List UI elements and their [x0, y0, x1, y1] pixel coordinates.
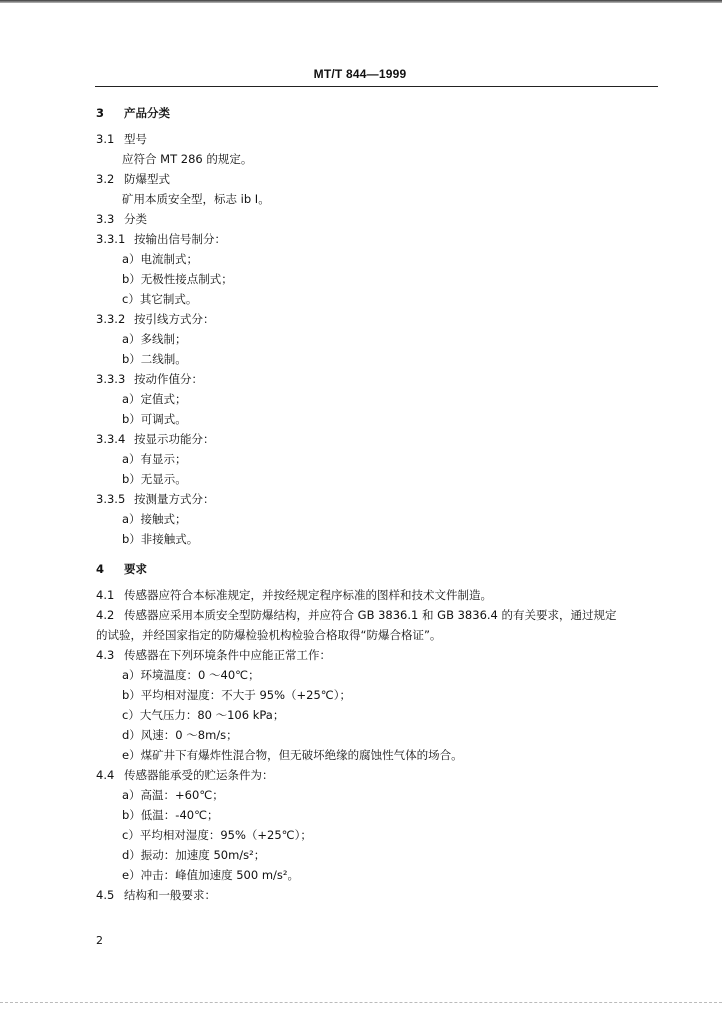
- section-4-2-line2: 的试验，并经国家指定的防爆检验机构检验合格取得“防爆合格证”。: [96, 628, 442, 642]
- list-item: a）有显示；: [122, 452, 187, 466]
- scan-bottom-edge: [0, 1002, 722, 1003]
- list-item: e）煤矿井下有爆炸性混合物，但无破坏绝缘的腐蚀性气体的场合。: [122, 748, 463, 762]
- list-item: b）无极性接点制式；: [122, 272, 233, 286]
- list-item: b）非接触式。: [122, 532, 199, 546]
- list-item: e）冲击：峰值加速度 500 m/s²。: [122, 868, 300, 882]
- section-4-4-heading: 4.4 传感器能承受的贮运条件为：: [96, 768, 274, 782]
- section-3-1-heading: 3.1 型号: [96, 132, 147, 146]
- standard-id: MT/T 844—1999: [313, 67, 407, 81]
- section-3-3-1-heading: 3.3.1 按输出信号制分：: [96, 232, 226, 246]
- list-item: a）定值式；: [122, 392, 187, 406]
- section-3-2-body: 矿用本质安全型，标志 ib I。: [122, 192, 270, 206]
- section-3-3-5-heading: 3.3.5 按测量方式分：: [96, 492, 215, 506]
- section-4-5-heading: 4.5 结构和一般要求：: [96, 888, 216, 902]
- section-3-3-2-heading: 3.3.2 按引线方式分：: [96, 312, 215, 326]
- document-body: [96, 103, 666, 905]
- section-3-3-4-heading: 3.3.4 按显示功能分：: [96, 432, 215, 446]
- section-3-heading: 3 产品分类: [96, 106, 170, 120]
- header-rule: [95, 86, 658, 87]
- list-item: a）高温：+60℃；: [122, 788, 224, 802]
- list-item: a）多线制；: [122, 332, 187, 346]
- list-item: a）电流制式；: [122, 252, 199, 266]
- list-item: d）振动：加速度 50m/s²；: [122, 848, 266, 862]
- list-item: b）平均相对湿度：不大于 95%（+25℃）；: [122, 688, 351, 702]
- section-3-3-heading: 3.3 分类: [96, 212, 147, 226]
- section-4-2-line1: 4.2 传感器应采用本质安全型防爆结构，并应符合 GB 3836.1 和 GB 3836.4 的有关要求，通过规定: [96, 608, 617, 622]
- list-item: c）其它制式。: [122, 292, 198, 306]
- section-4-1: 4.1 传感器应符合本标准规定，并按经规定程序标准的图样和技术文件制造。: [96, 588, 492, 602]
- list-item: d）风速：0 ～8m/s；: [122, 728, 238, 742]
- list-item: c）平均相对湿度：95%（+25℃）；: [122, 828, 312, 842]
- list-item: c）大气压力：80 ～106 kPa；: [122, 708, 285, 722]
- section-3-3-3-heading: 3.3.3 按动作值分：: [96, 372, 203, 386]
- section-4-3-heading: 4.3 传感器在下列环境条件中应能正常工作：: [96, 648, 331, 662]
- scan-top-edge: [0, 0, 722, 3]
- section-4-heading: 4 要求: [96, 562, 147, 576]
- list-item: b）低温：-40℃；: [122, 808, 219, 822]
- list-item: b）无显示。: [122, 472, 187, 486]
- list-item: b）可调式。: [122, 412, 187, 426]
- list-item: a）环境温度：0 ～40℃；: [122, 668, 260, 682]
- list-item: b）二线制。: [122, 352, 187, 366]
- page-number: 2: [96, 934, 103, 947]
- section-3-2-heading: 3.2 防爆型式: [96, 172, 170, 186]
- list-item: a）接触式；: [122, 512, 187, 526]
- section-3-1-body: 应符合 MT 286 的规定。: [122, 152, 253, 166]
